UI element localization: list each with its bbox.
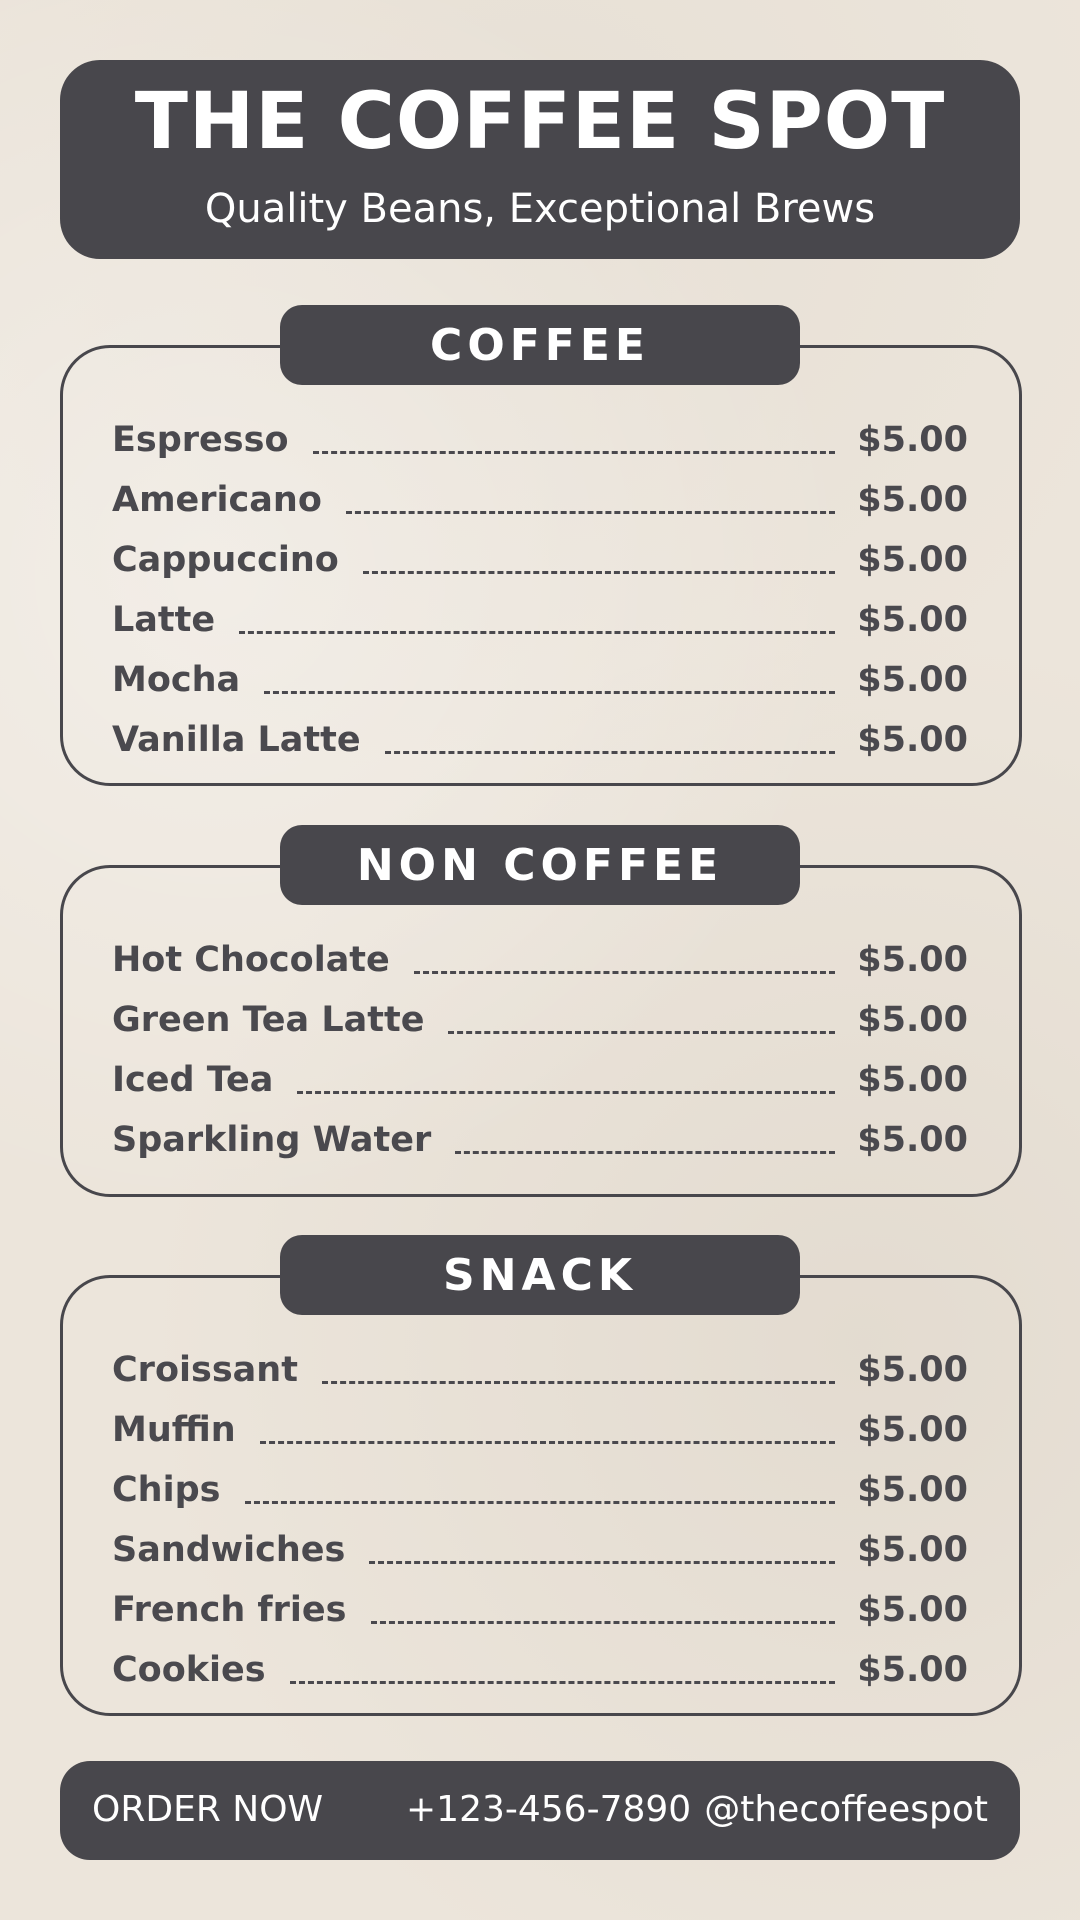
item-price: $5.00 [857, 1350, 968, 1390]
menu-item [112, 930, 968, 990]
menu-item [112, 1460, 968, 1520]
item-price: $5.00 [857, 1590, 968, 1630]
dotted-leader [322, 1381, 835, 1384]
item-name: Espresso [112, 420, 289, 460]
dotted-leader [290, 1681, 836, 1684]
menu-item [112, 1400, 968, 1460]
section-title: COFFEE [280, 305, 800, 385]
item-name: Latte [112, 600, 216, 640]
dotted-leader [369, 1561, 835, 1564]
dotted-leader [313, 451, 836, 454]
menu-list [112, 1340, 968, 1700]
dotted-leader [363, 571, 835, 574]
menu-list [112, 410, 968, 770]
item-price: $5.00 [857, 420, 968, 460]
menu-item [112, 650, 968, 710]
item-price: $5.00 [857, 1470, 968, 1510]
item-price: $5.00 [857, 600, 968, 640]
item-name: Cappuccino [112, 540, 339, 580]
dotted-leader [264, 691, 835, 694]
menu-item [112, 990, 968, 1050]
item-price: $5.00 [857, 1650, 968, 1690]
menu-item [112, 710, 968, 770]
item-name: Chips [112, 1470, 221, 1510]
dotted-leader [371, 1621, 836, 1624]
menu-header [60, 60, 1020, 259]
menu-list [112, 930, 968, 1170]
page-title: THE COFFEE SPOT [134, 77, 946, 167]
section-title: SNACK [280, 1235, 800, 1315]
dotted-leader [448, 1031, 835, 1034]
menu-item [112, 1340, 968, 1400]
social-handle: @thecoffeespot [704, 1789, 988, 1830]
item-name: Cookies [112, 1650, 266, 1690]
menu-item [112, 530, 968, 590]
dotted-leader [260, 1441, 836, 1444]
page-subtitle: Quality Beans, Exceptional Brews [204, 186, 876, 232]
dotted-leader [346, 511, 835, 514]
item-name: Green Tea Latte [112, 1000, 425, 1040]
menu-item [112, 1050, 968, 1110]
footer-bar [60, 1761, 1020, 1860]
menu-item [112, 1110, 968, 1170]
item-price: $5.00 [857, 480, 968, 520]
section-title: NON COFFEE [280, 825, 800, 905]
item-price: $5.00 [857, 1000, 968, 1040]
item-price: $5.00 [857, 660, 968, 700]
order-now-button[interactable]: ORDER NOW [92, 1789, 324, 1830]
item-price: $5.00 [857, 540, 968, 580]
dotted-leader [245, 1501, 836, 1504]
item-name: Hot Chocolate [112, 940, 390, 980]
item-price: $5.00 [857, 1410, 968, 1450]
item-price: $5.00 [857, 1530, 968, 1570]
menu-item [112, 1640, 968, 1700]
item-name: Vanilla Latte [112, 720, 361, 760]
item-name: Sparkling Water [112, 1120, 432, 1160]
dotted-leader [455, 1151, 835, 1154]
item-name: Croissant [112, 1350, 298, 1390]
menu-item [112, 410, 968, 470]
item-name: Muffin [112, 1410, 236, 1450]
dotted-leader [297, 1091, 835, 1094]
item-name: Iced Tea [112, 1060, 274, 1100]
item-price: $5.00 [857, 1120, 968, 1160]
menu-item [112, 1520, 968, 1580]
phone-number: +123-456-7890 [406, 1789, 692, 1830]
item-name: Americano [112, 480, 322, 520]
menu-item [112, 1580, 968, 1640]
dotted-leader [239, 631, 835, 634]
menu-item [112, 470, 968, 530]
item-name: French fries [112, 1590, 347, 1630]
dotted-leader [414, 971, 836, 974]
item-price: $5.00 [857, 720, 968, 760]
dotted-leader [385, 751, 836, 754]
menu-item [112, 590, 968, 650]
item-name: Sandwiches [112, 1530, 346, 1570]
item-name: Mocha [112, 660, 241, 700]
item-price: $5.00 [857, 940, 968, 980]
item-price: $5.00 [857, 1060, 968, 1100]
